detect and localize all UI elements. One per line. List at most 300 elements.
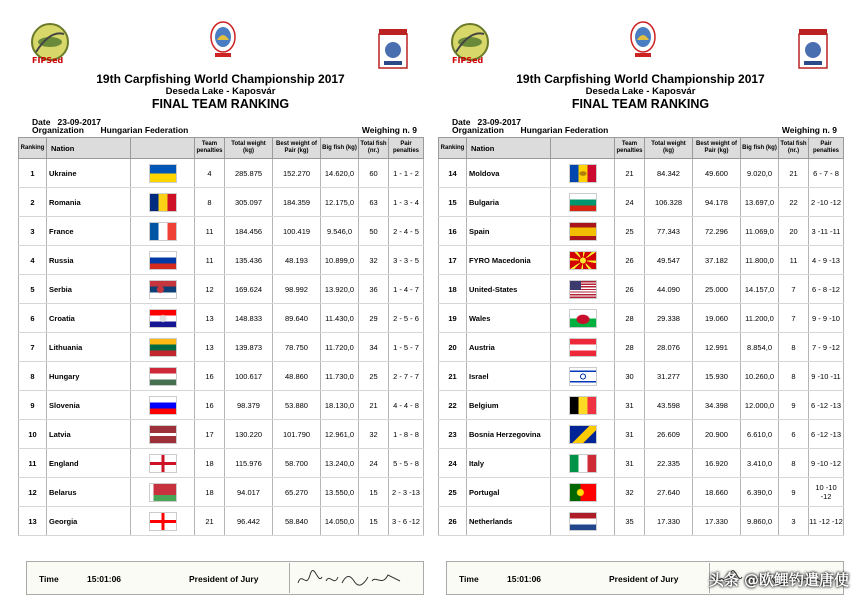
croatia-flag-icon — [150, 310, 176, 327]
footer-box — [26, 561, 424, 595]
total-weight-cell: 98.379 — [225, 391, 273, 420]
total-weight-cell: 135.436 — [225, 246, 273, 275]
total-fish-cell: 21 — [779, 159, 809, 188]
flag-cell — [131, 478, 195, 507]
total-weight-cell: 28.076 — [645, 333, 693, 362]
rank-cell: 18 — [439, 275, 467, 304]
total-fish-cell: 9 — [779, 478, 809, 507]
table-row — [439, 420, 844, 449]
best-pair-weight-cell: 25.000 — [693, 275, 741, 304]
big-fish-cell: 10.260,0 — [741, 362, 779, 391]
team-penalties-cell: 26 — [615, 275, 645, 304]
table-header-row — [439, 138, 844, 159]
total-fish-cell: 34 — [359, 333, 389, 362]
weighing-number: Weighing n. 9 — [361, 125, 417, 135]
team-penalties-cell: 13 — [195, 333, 225, 362]
rank-cell: 14 — [439, 159, 467, 188]
flag-cell — [551, 478, 615, 507]
best-pair-weight-cell: 16.920 — [693, 449, 741, 478]
time-value: 15:01:06 — [87, 574, 122, 584]
table-row — [19, 246, 424, 275]
table-row — [19, 188, 424, 217]
rank-cell: 1 — [19, 159, 47, 188]
pair-penalties-cell: 6 - 8 -12 — [809, 275, 844, 304]
nation-cell: France — [47, 217, 131, 246]
team-penalties-cell: 18 — [195, 478, 225, 507]
nation-cell: Spain — [467, 217, 551, 246]
team-penalties-cell: 31 — [615, 420, 645, 449]
team-penalties-cell: 8 — [195, 188, 225, 217]
best-pair-weight-cell: 65.270 — [273, 478, 321, 507]
rank-cell: 3 — [19, 217, 47, 246]
organization-value: Hungarian Federation — [520, 125, 609, 135]
pair-penalties-cell: 1 - 4 - 7 — [389, 275, 424, 304]
weighing-number: Weighing n. 9 — [781, 125, 837, 135]
rank-cell: 8 — [19, 362, 47, 391]
best-pair-weight-cell: 48.860 — [273, 362, 321, 391]
column-header: Pair penalties — [809, 138, 844, 159]
team-penalties-cell: 4 — [195, 159, 225, 188]
table-row — [19, 507, 424, 536]
table-row — [439, 246, 844, 275]
nation-cell: FYRO Macedonia — [467, 246, 551, 275]
column-header: Total fish (nr.) — [359, 138, 389, 159]
total-fish-cell: 15 — [359, 507, 389, 536]
pair-penalties-cell: 1 - 8 - 8 — [389, 420, 424, 449]
best-pair-weight-cell: 72.296 — [693, 217, 741, 246]
bosnia-flag-icon — [570, 426, 596, 443]
flag-cell — [131, 362, 195, 391]
team-penalties-cell: 31 — [615, 449, 645, 478]
big-fish-cell: 12.961,0 — [321, 420, 359, 449]
rank-cell: 17 — [439, 246, 467, 275]
team-penalties-cell: 25 — [615, 217, 645, 246]
flag-cell — [551, 217, 615, 246]
big-fish-cell: 18.130,0 — [321, 391, 359, 420]
nation-cell: Ukraine — [47, 159, 131, 188]
total-fish-cell: 32 — [359, 246, 389, 275]
total-weight-cell: 94.017 — [225, 478, 273, 507]
team-penalties-cell: 21 — [615, 159, 645, 188]
best-pair-weight-cell: 20.900 — [693, 420, 741, 449]
total-weight-cell: 285.875 — [225, 159, 273, 188]
fipsed-logo-text: FIPSed — [32, 56, 64, 65]
team-penalties-cell: 30 — [615, 362, 645, 391]
best-pair-weight-cell: 98.992 — [273, 275, 321, 304]
championship-title: 19th Carpfishing World Championship 2017 — [516, 72, 765, 86]
column-header — [551, 138, 615, 159]
wales-flag-icon — [570, 310, 596, 327]
championship-logo-icon — [208, 20, 238, 60]
ranking-heading: FINAL TEAM RANKING — [571, 97, 710, 111]
lithuania-flag-icon — [150, 339, 176, 356]
team-penalties-cell: 16 — [195, 362, 225, 391]
total-weight-cell: 106.328 — [645, 188, 693, 217]
total-fish-cell: 8 — [779, 362, 809, 391]
table-row — [19, 391, 424, 420]
flag-cell — [551, 275, 615, 304]
serbia-flag-icon — [150, 281, 176, 298]
column-header: Total fish (nr.) — [779, 138, 809, 159]
pair-penalties-cell: 2 - 7 - 7 — [389, 362, 424, 391]
pair-penalties-cell: 7 - 9 -12 — [809, 333, 844, 362]
flag-cell — [551, 391, 615, 420]
rank-cell: 26 — [439, 507, 467, 536]
column-header: Nation — [467, 138, 551, 159]
team-penalties-cell: 26 — [615, 246, 645, 275]
israel-flag-icon — [570, 368, 596, 385]
best-pair-weight-cell: 94.178 — [693, 188, 741, 217]
total-fish-cell: 63 — [359, 188, 389, 217]
nation-cell: Russia — [47, 246, 131, 275]
date-label: Date — [32, 117, 51, 127]
total-weight-cell: 29.338 — [645, 304, 693, 333]
big-fish-cell: 11.720,0 — [321, 333, 359, 362]
rank-cell: 13 — [19, 507, 47, 536]
team-penalties-cell: 35 — [615, 507, 645, 536]
date-value: 23-09-2017 — [57, 117, 102, 127]
flag-cell — [131, 275, 195, 304]
portugal-flag-icon — [570, 484, 596, 501]
organization-line — [32, 125, 188, 135]
rank-cell: 7 — [19, 333, 47, 362]
team-penalties-cell: 32 — [615, 478, 645, 507]
pair-penalties-cell: 5 - 5 - 8 — [389, 449, 424, 478]
team-penalties-cell: 18 — [195, 449, 225, 478]
flag-cell — [131, 507, 195, 536]
total-fish-cell: 7 — [779, 304, 809, 333]
column-header: Big fish (kg) — [741, 138, 779, 159]
table-row — [19, 420, 424, 449]
total-fish-cell: 21 — [359, 391, 389, 420]
big-fish-cell: 13.697,0 — [741, 188, 779, 217]
table-row — [439, 275, 844, 304]
pair-penalties-cell: 4 - 9 -13 — [809, 246, 844, 275]
flag-cell — [551, 507, 615, 536]
flag-cell — [551, 159, 615, 188]
nation-cell: Georgia — [47, 507, 131, 536]
pair-penalties-cell: 3 - 3 - 5 — [389, 246, 424, 275]
rank-cell: 22 — [439, 391, 467, 420]
total-fish-cell: 25 — [359, 362, 389, 391]
best-pair-weight-cell: 17.330 — [693, 507, 741, 536]
total-weight-cell: 169.624 — [225, 275, 273, 304]
total-fish-cell: 7 — [779, 275, 809, 304]
total-weight-cell: 43.598 — [645, 391, 693, 420]
nation-cell: Moldova — [467, 159, 551, 188]
nation-cell: Belgium — [467, 391, 551, 420]
total-weight-cell: 96.442 — [225, 507, 273, 536]
best-pair-weight-cell: 78.750 — [273, 333, 321, 362]
best-pair-weight-cell: 53.880 — [273, 391, 321, 420]
best-pair-weight-cell: 58.840 — [273, 507, 321, 536]
best-pair-weight-cell: 12.991 — [693, 333, 741, 362]
best-pair-weight-cell: 37.182 — [693, 246, 741, 275]
pair-penalties-cell: 2 -10 -12 — [809, 188, 844, 217]
france-flag-icon — [150, 223, 176, 240]
usa-flag-icon — [570, 281, 596, 298]
pair-penalties-cell: 1 - 3 - 4 — [389, 188, 424, 217]
table-row — [439, 188, 844, 217]
table-row — [439, 362, 844, 391]
pair-penalties-cell: 9 -10 -12 — [809, 449, 844, 478]
flag-cell — [131, 449, 195, 478]
big-fish-cell: 3.410,0 — [741, 449, 779, 478]
nation-cell: Bulgaria — [467, 188, 551, 217]
latvia-flag-icon — [150, 426, 176, 443]
big-fish-cell: 11.430,0 — [321, 304, 359, 333]
pair-penalties-cell: 10 -10 -12 — [809, 478, 844, 507]
netherlands-flag-icon — [570, 513, 596, 530]
total-weight-cell: 27.640 — [645, 478, 693, 507]
big-fish-cell: 6.610,0 — [741, 420, 779, 449]
best-pair-weight-cell: 48.193 — [273, 246, 321, 275]
best-pair-weight-cell: 89.640 — [273, 304, 321, 333]
table-row — [439, 478, 844, 507]
nation-cell: Romania — [47, 188, 131, 217]
table-row — [19, 159, 424, 188]
table-row — [439, 333, 844, 362]
best-pair-weight-cell: 49.600 — [693, 159, 741, 188]
macedonia-flag-icon — [570, 252, 596, 269]
flag-cell — [551, 188, 615, 217]
flag-cell — [551, 333, 615, 362]
nation-cell: Serbia — [47, 275, 131, 304]
date-label: Date — [452, 117, 471, 127]
rank-cell: 10 — [19, 420, 47, 449]
total-weight-cell: 31.277 — [645, 362, 693, 391]
rank-cell: 16 — [439, 217, 467, 246]
rank-cell: 20 — [439, 333, 467, 362]
nation-cell: Italy — [467, 449, 551, 478]
team-penalties-cell: 16 — [195, 391, 225, 420]
nation-cell: Bosnia Herzegovina — [467, 420, 551, 449]
best-pair-weight-cell: 19.060 — [693, 304, 741, 333]
total-weight-cell: 100.617 — [225, 362, 273, 391]
team-penalties-cell: 31 — [615, 391, 645, 420]
column-header: Nation — [47, 138, 131, 159]
column-header: Best weight of Pair (kg) — [273, 138, 321, 159]
best-pair-weight-cell: 18.660 — [693, 478, 741, 507]
total-fish-cell: 20 — [779, 217, 809, 246]
table-row — [19, 478, 424, 507]
pair-penalties-cell: 4 - 4 - 8 — [389, 391, 424, 420]
signature-box — [289, 563, 422, 593]
total-fish-cell: 50 — [359, 217, 389, 246]
column-header: Ranking — [439, 138, 467, 159]
column-header: Team penalties — [615, 138, 645, 159]
big-fish-cell: 11.069,0 — [741, 217, 779, 246]
column-header: Best weight of Pair (kg) — [693, 138, 741, 159]
rank-cell: 23 — [439, 420, 467, 449]
organization-line — [452, 125, 608, 135]
rank-cell: 6 — [19, 304, 47, 333]
championship-title: 19th Carpfishing World Championship 2017 — [96, 72, 345, 86]
big-fish-cell: 9.546,0 — [321, 217, 359, 246]
nation-cell: United-States — [467, 275, 551, 304]
pair-penalties-cell: 1 - 1 - 2 — [389, 159, 424, 188]
rank-cell: 4 — [19, 246, 47, 275]
total-fish-cell: 11 — [779, 246, 809, 275]
pair-penalties-cell: 1 - 5 - 7 — [389, 333, 424, 362]
big-fish-cell: 11.200,0 — [741, 304, 779, 333]
flag-cell — [131, 217, 195, 246]
belarus-flag-icon — [150, 484, 176, 501]
president-of-jury-label: President of Jury — [189, 574, 259, 584]
column-header — [131, 138, 195, 159]
table-row — [439, 217, 844, 246]
flag-cell — [131, 304, 195, 333]
column-header: Total weight (kg) — [645, 138, 693, 159]
team-penalties-cell: 21 — [195, 507, 225, 536]
romania-flag-icon — [150, 194, 176, 211]
total-fish-cell: 15 — [359, 478, 389, 507]
total-weight-cell: 130.220 — [225, 420, 273, 449]
total-weight-cell: 17.330 — [645, 507, 693, 536]
nation-cell: Slovenia — [47, 391, 131, 420]
best-pair-weight-cell: 101.790 — [273, 420, 321, 449]
flag-cell — [131, 246, 195, 275]
table-row — [19, 449, 424, 478]
president-of-jury-label: President of Jury — [609, 574, 679, 584]
time-value: 15:01:06 — [507, 574, 542, 584]
nation-cell: Hungary — [47, 362, 131, 391]
ranking-table — [438, 137, 844, 536]
team-penalties-cell: 13 — [195, 304, 225, 333]
rank-cell: 5 — [19, 275, 47, 304]
pair-penalties-cell: 6 -12 -13 — [809, 420, 844, 449]
moroz-logo-icon — [378, 28, 408, 70]
total-weight-cell: 139.873 — [225, 333, 273, 362]
nation-cell: Netherlands — [467, 507, 551, 536]
rank-cell: 9 — [19, 391, 47, 420]
total-fish-cell: 32 — [359, 420, 389, 449]
watermark: 头条 @欧鲤钓遣唐使 — [708, 571, 849, 589]
nation-cell: England — [47, 449, 131, 478]
big-fish-cell: 14.157,0 — [741, 275, 779, 304]
rank-cell: 21 — [439, 362, 467, 391]
table-row — [19, 275, 424, 304]
ranking-sheet-left — [18, 0, 423, 611]
total-weight-cell: 84.342 — [645, 159, 693, 188]
italy-flag-icon — [570, 455, 596, 472]
championship-logo-icon — [628, 20, 658, 60]
ranking-table — [18, 137, 424, 536]
team-penalties-cell: 17 — [195, 420, 225, 449]
team-penalties-cell: 11 — [195, 217, 225, 246]
organization-label: Organization — [452, 125, 504, 135]
table-row — [19, 217, 424, 246]
total-fish-cell: 24 — [359, 449, 389, 478]
venue-subtitle: Deseda Lake - Kaposvár — [585, 86, 696, 97]
table-header-row — [19, 138, 424, 159]
pair-penalties-cell: 2 - 4 - 5 — [389, 217, 424, 246]
big-fish-cell: 14.050,0 — [321, 507, 359, 536]
team-penalties-cell: 28 — [615, 304, 645, 333]
pair-penalties-cell: 3 - 6 -12 — [389, 507, 424, 536]
spain-flag-icon — [570, 223, 596, 240]
pair-penalties-cell: 6 - 7 - 8 — [809, 159, 844, 188]
rank-cell: 25 — [439, 478, 467, 507]
total-weight-cell: 49.547 — [645, 246, 693, 275]
table-row — [439, 304, 844, 333]
big-fish-cell: 11.730,0 — [321, 362, 359, 391]
time-label: Time — [39, 574, 59, 584]
moroz-logo-icon — [798, 28, 828, 70]
time-label: Time — [459, 574, 479, 584]
flag-cell — [551, 246, 615, 275]
nation-cell: Israel — [467, 362, 551, 391]
big-fish-cell: 13.550,0 — [321, 478, 359, 507]
big-fish-cell: 9.020,0 — [741, 159, 779, 188]
signature-icon — [290, 563, 422, 593]
column-header: Pair penalties — [389, 138, 424, 159]
total-weight-cell: 115.976 — [225, 449, 273, 478]
total-weight-cell: 26.609 — [645, 420, 693, 449]
rank-cell: 24 — [439, 449, 467, 478]
team-penalties-cell: 24 — [615, 188, 645, 217]
nation-cell: Croatia — [47, 304, 131, 333]
date-value: 23-09-2017 — [477, 117, 522, 127]
austria-flag-icon — [570, 339, 596, 356]
total-weight-cell: 22.335 — [645, 449, 693, 478]
flag-cell — [131, 188, 195, 217]
best-pair-weight-cell: 34.398 — [693, 391, 741, 420]
pair-penalties-cell: 2 - 3 -13 — [389, 478, 424, 507]
best-pair-weight-cell: 184.359 — [273, 188, 321, 217]
hungary-flag-icon — [150, 368, 176, 385]
flag-cell — [551, 362, 615, 391]
rank-cell: 2 — [19, 188, 47, 217]
total-fish-cell: 60 — [359, 159, 389, 188]
column-header: Team penalties — [195, 138, 225, 159]
big-fish-cell: 12.000,0 — [741, 391, 779, 420]
table-row — [439, 159, 844, 188]
slovenia-flag-icon — [150, 397, 176, 414]
table-row — [19, 362, 424, 391]
big-fish-cell: 13.240,0 — [321, 449, 359, 478]
total-weight-cell: 77.343 — [645, 217, 693, 246]
big-fish-cell: 12.175,0 — [321, 188, 359, 217]
nation-cell: Wales — [467, 304, 551, 333]
flag-cell — [131, 159, 195, 188]
flag-cell — [131, 391, 195, 420]
flag-cell — [551, 304, 615, 333]
best-pair-weight-cell: 15.930 — [693, 362, 741, 391]
big-fish-cell: 11.800,0 — [741, 246, 779, 275]
total-fish-cell: 9 — [779, 391, 809, 420]
best-pair-weight-cell: 100.419 — [273, 217, 321, 246]
nation-cell: Latvia — [47, 420, 131, 449]
total-fish-cell: 22 — [779, 188, 809, 217]
table-row — [439, 507, 844, 536]
rank-cell: 19 — [439, 304, 467, 333]
team-penalties-cell: 12 — [195, 275, 225, 304]
big-fish-cell: 13.920,0 — [321, 275, 359, 304]
russia-flag-icon — [150, 252, 176, 269]
total-fish-cell: 36 — [359, 275, 389, 304]
total-weight-cell: 305.097 — [225, 188, 273, 217]
column-header: Ranking — [19, 138, 47, 159]
flag-cell — [551, 449, 615, 478]
rank-cell: 15 — [439, 188, 467, 217]
column-header: Total weight (kg) — [225, 138, 273, 159]
total-fish-cell: 29 — [359, 304, 389, 333]
total-weight-cell: 184.456 — [225, 217, 273, 246]
pair-penalties-cell: 11 -12 -12 — [809, 507, 844, 536]
georgia-flag-icon — [150, 513, 176, 530]
rank-cell: 11 — [19, 449, 47, 478]
